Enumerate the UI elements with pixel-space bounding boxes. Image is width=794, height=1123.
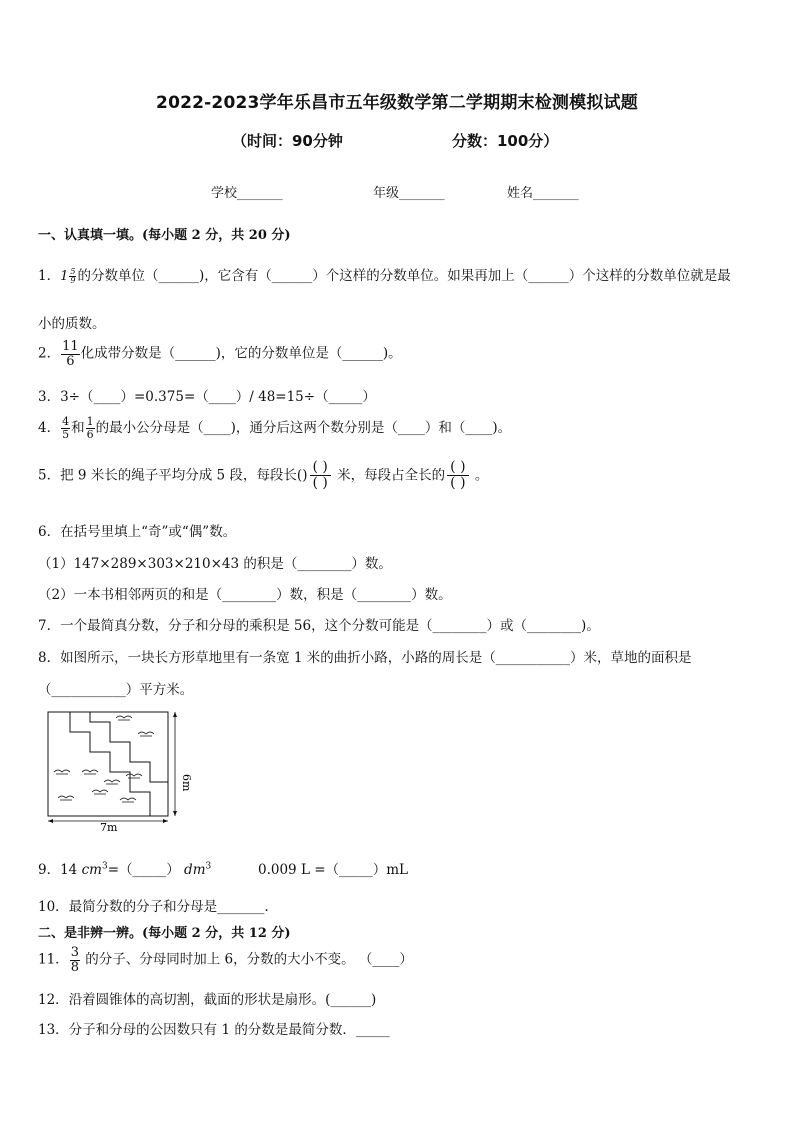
- question-number: 11．: [38, 951, 69, 968]
- question-8-continued: （___________）平方米。: [38, 682, 194, 698]
- question-2: [38, 340, 402, 368]
- fraction-numerator: 1: [86, 415, 94, 429]
- question-11: [38, 946, 413, 974]
- grass-icons: [54, 716, 154, 802]
- fraction-denominator: 9: [70, 276, 76, 285]
- section-1-heading: 一、认真填一填。(每小题 2 分，共 20 分): [38, 228, 291, 243]
- question-1: [38, 264, 731, 285]
- fraction-numerator: 5: [70, 266, 76, 276]
- question-text: 如图所示，一块长方形草地里有一条宽 1 米的曲折小路，小路的周长是（___________）米，草地的面积是: [60, 650, 692, 666]
- value-1: 14: [60, 862, 78, 878]
- question-1-continued: 小的质数。: [38, 316, 106, 332]
- fraction: [61, 340, 80, 368]
- exam-time: （时间：90分钟: [232, 132, 343, 150]
- grass-icon: [126, 774, 142, 778]
- question-number: 10．: [38, 899, 69, 915]
- fraction-1: [61, 416, 70, 440]
- grass-icon: [54, 770, 70, 774]
- question-6: [38, 520, 236, 540]
- fraction-denominator: 6: [66, 353, 75, 369]
- blank-numerator: ( ): [310, 460, 331, 476]
- grass-icon: [120, 798, 136, 802]
- blank-fraction-1: [310, 460, 331, 492]
- question-9: [38, 858, 211, 878]
- question-10: [38, 895, 269, 915]
- page-title: 2022-2023学年乐昌市五年级数学第二学期期末检测模拟试题: [156, 93, 638, 113]
- question-6-part-1: （1）147×289×303×210×43 的积是（________）数。: [38, 556, 392, 572]
- question-text: 最简分数的分子和分母是_______.: [68, 899, 269, 915]
- mixed-whole: 1: [60, 269, 69, 284]
- question-number: 2．: [38, 345, 61, 362]
- grass-icon: [138, 732, 154, 736]
- question-7: [38, 614, 600, 634]
- question-text: 沿着圆锥体的高切割，截面的形状是扇形。(______): [68, 992, 377, 1008]
- question-number: 13．: [38, 1022, 69, 1038]
- question-text: 的分数单位（______)，它含有（______）个这样的分数单位。如果再加上（______）个这样的分数单位就是最: [77, 268, 731, 284]
- question-number: 7．: [38, 618, 61, 634]
- exam-score: 分数：100分）: [452, 132, 559, 150]
- question-5: [38, 460, 488, 492]
- fraction-numerator: 11: [62, 339, 79, 354]
- question-8: [38, 646, 692, 666]
- question-12: [38, 988, 376, 1008]
- grade-field: 年级_______: [373, 186, 445, 201]
- question-text: 的分子、分母同时加上 6，分数的大小不变。 （____）: [85, 951, 413, 968]
- fraction-denominator: 5: [62, 428, 70, 441]
- fraction-2: [86, 416, 95, 440]
- question-number: 12．: [38, 992, 69, 1008]
- fraction-numerator: 3: [70, 945, 79, 960]
- question-text-2: 米，每段占全长的: [337, 467, 446, 484]
- question-number: 5．: [38, 467, 61, 484]
- grass-icon: [82, 770, 98, 774]
- blank-denominator: ( ): [450, 475, 466, 492]
- blank-fraction-2: [447, 460, 468, 492]
- fraction: [70, 946, 80, 974]
- question-number: 1．: [38, 268, 61, 284]
- conjunction: 和: [71, 420, 85, 436]
- mixed-number: [60, 268, 77, 286]
- grass-icon: [104, 780, 120, 784]
- question-text: 化成带分数是（______)，它的分数单位是（______)。: [80, 345, 402, 362]
- grass-icon: [58, 796, 74, 800]
- question-end: 。: [474, 467, 489, 484]
- fraction-denominator: 6: [86, 428, 94, 441]
- question-number: 4．: [38, 420, 61, 436]
- question-number: 8．: [38, 650, 61, 666]
- question-text: 把 9 米长的绳子平均分成 5 段，每段长(: [60, 467, 303, 484]
- height-label: 6m: [180, 774, 193, 792]
- question-9-part-2: 0.009 L =（_____）mL: [258, 862, 409, 878]
- section-2-heading: 二、是非辨一辨。(每小题 2 分，共 12 分): [38, 926, 291, 941]
- blank-denominator: ( ): [312, 475, 328, 492]
- grass-icon: [116, 716, 132, 720]
- blank-numerator: ( ): [447, 460, 468, 476]
- question-number: 9．: [38, 862, 61, 878]
- question-3: [38, 385, 376, 405]
- unit-dm: dm: [184, 862, 206, 878]
- lawn-path-figure: [40, 704, 200, 834]
- question-number: 6．: [38, 524, 61, 540]
- equation-blank: =（_____）: [107, 862, 180, 878]
- fraction-numerator: 4: [62, 415, 70, 429]
- question-text: 分子和分母的公因数只有 1 的分数是最简分数．_____: [68, 1022, 390, 1038]
- paren-close: ): [302, 467, 308, 484]
- school-field: 学校_______: [211, 186, 283, 201]
- width-label: 7m: [100, 821, 118, 834]
- grass-icon: [92, 790, 108, 794]
- exponent: 3: [101, 861, 108, 872]
- exponent: 3: [205, 861, 212, 872]
- question-number: 3．: [38, 389, 61, 405]
- question-text: 的最小公分母是（____)，通分后这两个数分别是（____）和（____)。: [95, 420, 512, 436]
- question-6-part-2: （2）一本书相邻两页的和是（________）数，积是（________）数。: [38, 587, 452, 603]
- question-text: 3÷（____）=0.375=（____）/ 48=15÷（_____）: [60, 389, 376, 405]
- question-4: [38, 416, 511, 441]
- unit-cm: cm: [81, 862, 102, 878]
- fraction-denominator: 8: [70, 959, 79, 975]
- question-13: [38, 1018, 390, 1038]
- question-text: 一个最简真分数，分子和分母的乘积是 56，这个分数可能是（________）或（________)。: [60, 618, 600, 634]
- name-field: 姓名_______: [507, 186, 579, 201]
- mixed-fraction: [69, 268, 76, 286]
- question-text: 在括号里填上“奇”或“偶”数。: [60, 524, 237, 540]
